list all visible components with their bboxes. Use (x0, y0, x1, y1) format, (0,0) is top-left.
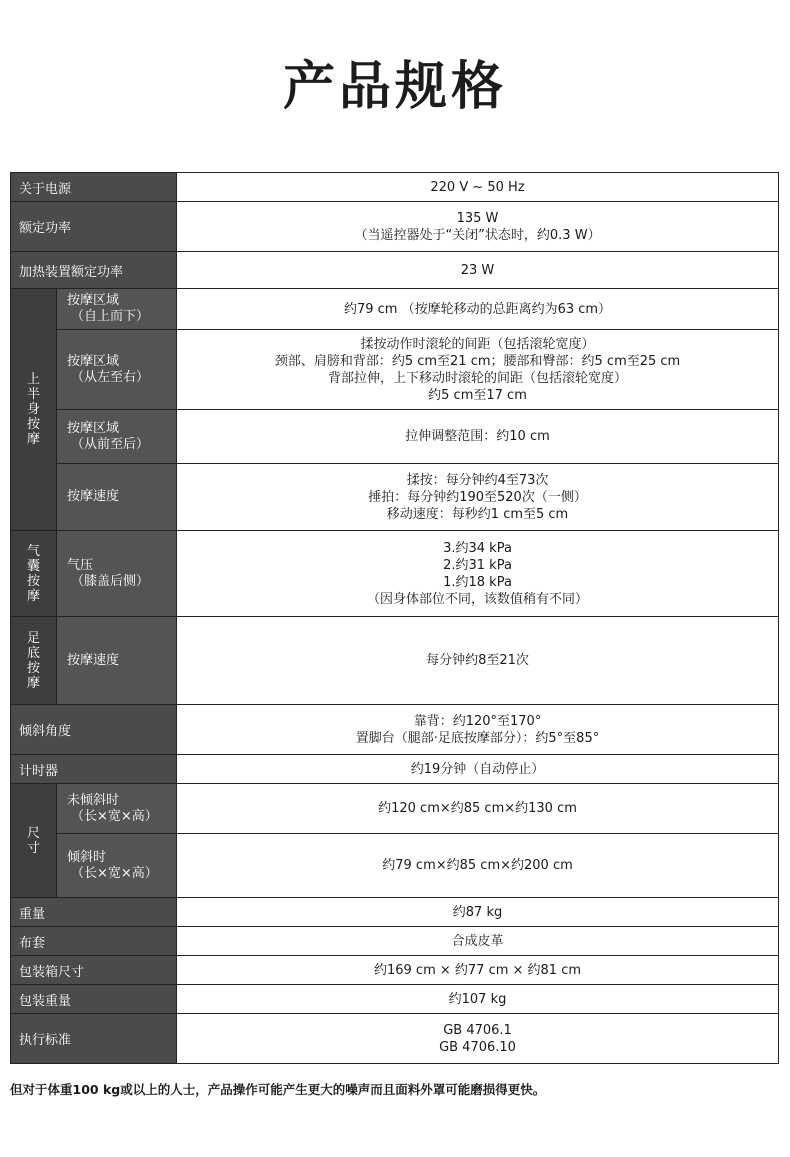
table-row (11, 330, 779, 410)
row-label: 按摩区域 （自上而下） (57, 289, 177, 330)
table-row (11, 1014, 779, 1064)
group-label: 气囊按摩 (11, 531, 57, 617)
row-label: 包装重量 (11, 985, 177, 1014)
table-row (11, 410, 779, 464)
row-value: 揉按：每分钟约4至73次 捶拍：每分钟约190至520次（一侧） 移动速度：每秒约1 cm至5 cm (177, 464, 779, 531)
row-label: 按摩区域 （从前至后） (57, 410, 177, 464)
row-value: 220 V ~ 50 Hz (177, 173, 779, 202)
row-value: 约107 kg (177, 985, 779, 1014)
table-row (11, 531, 779, 617)
table-row (11, 289, 779, 330)
row-label: 计时器 (11, 755, 177, 784)
table-row (11, 173, 779, 202)
page-title: 产品规格 (282, 57, 507, 117)
row-label: 按摩速度 (57, 617, 177, 705)
table-row (11, 985, 779, 1014)
table-row (11, 705, 779, 755)
row-value: 23 W (177, 252, 779, 289)
row-label: 额定功率 (11, 202, 177, 252)
row-value: 约87 kg (177, 898, 779, 927)
table-row (11, 834, 779, 898)
row-label: 倾斜角度 (11, 705, 177, 755)
table-row (11, 252, 779, 289)
row-label: 未倾斜时 （长×宽×高） (57, 784, 177, 834)
row-value: 约79 cm×约85 cm×约200 cm (177, 834, 779, 898)
table-row (11, 202, 779, 252)
row-value: 约120 cm×约85 cm×约130 cm (177, 784, 779, 834)
row-label: 气压 （膝盖后侧） (57, 531, 177, 617)
row-value: 揉按动作时滚轮的间距（包括滚轮宽度） 颈部、肩膀和背部：约5 cm至21 cm；腰部和臀部：约5 cm至25 cm 背部拉伸，上下移动时滚轮的间距（包括滚轮宽度） 约5 cm至17 cm (177, 330, 779, 410)
row-label: 加热装置额定功率 (11, 252, 177, 289)
table-row (11, 755, 779, 784)
row-label: 按摩速度 (57, 464, 177, 531)
row-label: 执行标准 (11, 1014, 177, 1064)
row-value: 靠背：约120°至170° 置脚台（腿部·足底按摩部分）：约5°至85° (177, 705, 779, 755)
table-row (11, 927, 779, 956)
row-value: 每分钟约8至21次 (177, 617, 779, 705)
row-value: 约79 cm （按摩轮移动的总距离约为63 cm） (177, 289, 779, 330)
table-row (11, 617, 779, 705)
spec-table (10, 172, 779, 1064)
table-row (11, 784, 779, 834)
row-value: 合成皮革 (177, 927, 779, 956)
row-label: 关于电源 (11, 173, 177, 202)
row-label: 布套 (11, 927, 177, 956)
table-row (11, 898, 779, 927)
footnote: 但对于体重100 kg或以上的人士，产品操作可能产生更大的噪声而且面料外罩可能磨损得更快。 (10, 1082, 546, 1097)
row-value: 135 W （当遥控器处于“关闭”状态时，约0.3 W） (177, 202, 779, 252)
row-value: 约169 cm × 约77 cm × 约81 cm (177, 956, 779, 985)
row-label: 重量 (11, 898, 177, 927)
group-label: 尺寸 (11, 784, 57, 898)
group-label: 上半身按摩 (11, 289, 57, 531)
row-label: 包装箱尺寸 (11, 956, 177, 985)
row-value: 3.约34 kPa 2.约31 kPa 1.约18 kPa （因身体部位不同，该数值稍有不同） (177, 531, 779, 617)
row-label: 按摩区域 （从左至右） (57, 330, 177, 410)
group-label: 足底按摩 (11, 617, 57, 705)
row-value: 约19分钟（自动停止） (177, 755, 779, 784)
table-row (11, 464, 779, 531)
row-label: 倾斜时 （长×宽×高） (57, 834, 177, 898)
row-value: 拉伸调整范围：约10 cm (177, 410, 779, 464)
row-value: GB 4706.1 GB 4706.10 (177, 1014, 779, 1064)
table-row (11, 956, 779, 985)
